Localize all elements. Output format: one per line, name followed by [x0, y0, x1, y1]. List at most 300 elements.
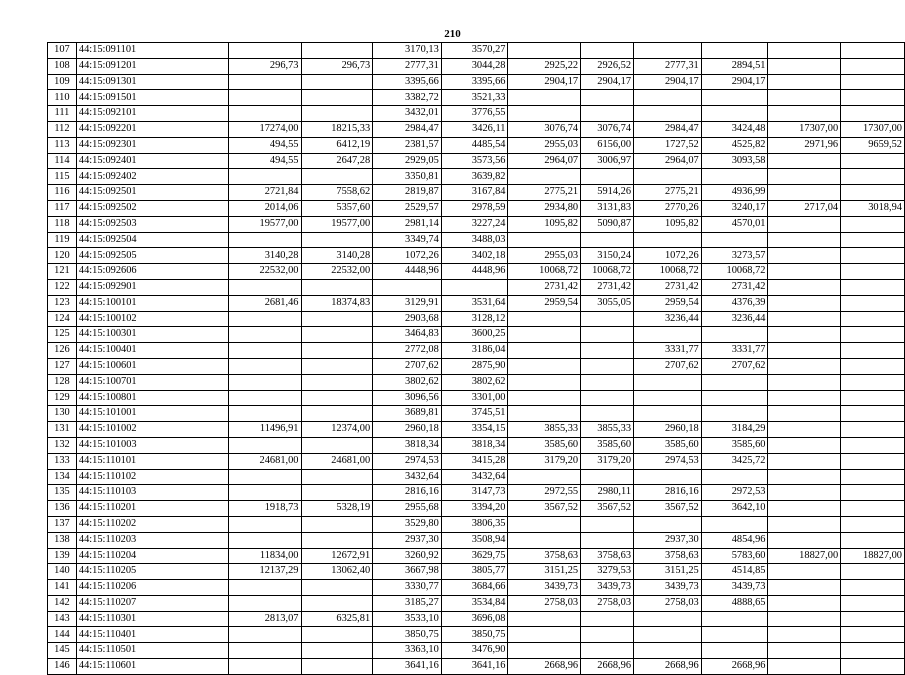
value-cell: 2777,31: [373, 58, 442, 74]
value-cell: [301, 90, 373, 106]
value-cell: [581, 43, 634, 59]
value-cell: [841, 611, 905, 627]
value-cell: [841, 516, 905, 532]
value-cell: 2925,22: [508, 58, 581, 74]
value-cell: [634, 374, 702, 390]
value-cell: [768, 374, 841, 390]
value-cell: [508, 358, 581, 374]
value-cell: 3076,74: [508, 121, 581, 137]
value-cell: 3151,25: [634, 564, 702, 580]
value-cell: [228, 343, 301, 359]
value-cell: [228, 580, 301, 596]
value-cell: 1095,82: [634, 216, 702, 232]
value-cell: [701, 406, 768, 422]
value-cell: 2904,17: [508, 74, 581, 90]
value-cell: 2955,03: [508, 248, 581, 264]
value-cell: 3382,72: [373, 90, 442, 106]
cadastral-code-cell: 44:15:110103: [76, 485, 228, 501]
cadastral-code-cell: 44:15:110204: [76, 548, 228, 564]
cadastral-code-cell: 44:15:091501: [76, 90, 228, 106]
value-cell: [768, 311, 841, 327]
value-cell: [768, 343, 841, 359]
value-cell: 4888,65: [701, 595, 768, 611]
value-cell: 3432,64: [441, 469, 508, 485]
value-cell: [228, 327, 301, 343]
value-cell: [581, 232, 634, 248]
value-cell: [508, 343, 581, 359]
value-cell: 2974,53: [634, 453, 702, 469]
value-cell: [301, 516, 373, 532]
row-number-cell: 108: [48, 58, 77, 74]
value-cell: 3850,75: [441, 627, 508, 643]
table-row: [48, 90, 905, 106]
value-cell: 3567,52: [581, 501, 634, 517]
value-cell: 3850,75: [373, 627, 442, 643]
value-cell: 3279,53: [581, 564, 634, 580]
value-cell: [301, 74, 373, 90]
value-cell: 3600,25: [441, 327, 508, 343]
value-cell: [508, 90, 581, 106]
value-cell: [581, 532, 634, 548]
value-cell: [301, 643, 373, 659]
value-cell: [768, 264, 841, 280]
value-cell: [228, 469, 301, 485]
row-number-cell: 135: [48, 485, 77, 501]
value-cell: [634, 232, 702, 248]
value-cell: 12672,91: [301, 548, 373, 564]
value-cell: 2668,96: [701, 659, 768, 675]
value-cell: 2980,11: [581, 485, 634, 501]
value-cell: 2955,68: [373, 501, 442, 517]
table-row: [48, 659, 905, 675]
value-cell: 2974,53: [373, 453, 442, 469]
value-cell: 3331,77: [701, 343, 768, 359]
value-cell: [841, 232, 905, 248]
value-cell: 3236,44: [634, 311, 702, 327]
value-cell: [508, 169, 581, 185]
value-cell: [581, 327, 634, 343]
cadastral-code-cell: 44:15:101003: [76, 437, 228, 453]
table-row: [48, 643, 905, 659]
value-cell: [301, 532, 373, 548]
cadastral-code-cell: 44:15:091201: [76, 58, 228, 74]
value-cell: [768, 595, 841, 611]
row-number-cell: 122: [48, 279, 77, 295]
value-cell: 3776,55: [441, 106, 508, 122]
row-number-cell: 140: [48, 564, 77, 580]
row-number-cell: 125: [48, 327, 77, 343]
value-cell: 17274,00: [228, 121, 301, 137]
row-number-cell: 132: [48, 437, 77, 453]
value-cell: 6156,00: [581, 137, 634, 153]
value-cell: [841, 153, 905, 169]
table-row: [48, 232, 905, 248]
value-cell: 2964,07: [508, 153, 581, 169]
value-cell: 2775,21: [508, 185, 581, 201]
value-cell: [581, 406, 634, 422]
value-cell: [634, 406, 702, 422]
value-cell: 19577,00: [228, 216, 301, 232]
value-cell: 2014,06: [228, 200, 301, 216]
value-cell: 5090,87: [581, 216, 634, 232]
value-cell: [581, 627, 634, 643]
value-cell: 11834,00: [228, 548, 301, 564]
value-cell: 3186,04: [441, 343, 508, 359]
value-cell: 3128,12: [441, 311, 508, 327]
cadastral-code-cell: 44:15:092505: [76, 248, 228, 264]
value-cell: 2926,52: [581, 58, 634, 74]
value-cell: [301, 659, 373, 675]
value-cell: [228, 390, 301, 406]
table-row: [48, 153, 905, 169]
value-cell: 3018,94: [841, 200, 905, 216]
row-number-cell: 141: [48, 580, 77, 596]
value-cell: 2937,30: [373, 532, 442, 548]
value-cell: [581, 169, 634, 185]
value-cell: [634, 469, 702, 485]
value-cell: 2875,90: [441, 358, 508, 374]
value-cell: [841, 580, 905, 596]
value-cell: 10068,72: [701, 264, 768, 280]
value-cell: 494,55: [228, 153, 301, 169]
row-number-cell: 127: [48, 358, 77, 374]
cadastral-code-cell: 44:15:110301: [76, 611, 228, 627]
value-cell: 2529,57: [373, 200, 442, 216]
value-cell: [768, 279, 841, 295]
value-cell: 2758,03: [508, 595, 581, 611]
value-cell: 3567,52: [508, 501, 581, 517]
table-row: [48, 453, 905, 469]
cadastral-code-cell: 44:15:110501: [76, 643, 228, 659]
value-cell: [634, 611, 702, 627]
value-cell: [768, 327, 841, 343]
value-cell: 3227,24: [441, 216, 508, 232]
value-cell: 2955,03: [508, 137, 581, 153]
table-row: [48, 279, 905, 295]
value-cell: [228, 279, 301, 295]
value-cell: [841, 327, 905, 343]
value-cell: [841, 295, 905, 311]
row-number-cell: 133: [48, 453, 77, 469]
value-cell: 3585,60: [634, 437, 702, 453]
value-cell: [301, 437, 373, 453]
value-cell: [841, 643, 905, 659]
value-cell: 2731,42: [508, 279, 581, 295]
value-cell: [701, 469, 768, 485]
value-cell: [768, 153, 841, 169]
value-cell: [581, 374, 634, 390]
value-cell: [701, 611, 768, 627]
value-cell: [768, 485, 841, 501]
value-cell: [841, 532, 905, 548]
value-cell: [768, 580, 841, 596]
value-cell: 3426,11: [441, 121, 508, 137]
value-cell: [841, 564, 905, 580]
cadastral-code-cell: 44:15:110206: [76, 580, 228, 596]
value-cell: [228, 169, 301, 185]
row-number-cell: 120: [48, 248, 77, 264]
value-cell: [301, 358, 373, 374]
value-cell: 2971,96: [768, 137, 841, 153]
value-cell: [508, 516, 581, 532]
value-cell: 3802,62: [373, 374, 442, 390]
table-row: [48, 627, 905, 643]
value-cell: [841, 248, 905, 264]
row-number-cell: 146: [48, 659, 77, 675]
value-cell: 3354,15: [441, 422, 508, 438]
row-number-cell: 137: [48, 516, 77, 532]
value-cell: [228, 595, 301, 611]
row-number-cell: 134: [48, 469, 77, 485]
value-cell: [841, 453, 905, 469]
value-cell: 5357,60: [301, 200, 373, 216]
value-cell: [768, 643, 841, 659]
row-number-cell: 138: [48, 532, 77, 548]
row-number-cell: 114: [48, 153, 77, 169]
value-cell: [373, 279, 442, 295]
value-cell: 3076,74: [581, 121, 634, 137]
cadastral-code-cell: 44:15:092503: [76, 216, 228, 232]
cadastral-code-cell: 44:15:101001: [76, 406, 228, 422]
value-cell: [301, 311, 373, 327]
value-cell: 3855,33: [508, 422, 581, 438]
value-cell: [841, 185, 905, 201]
value-cell: 3301,00: [441, 390, 508, 406]
value-cell: 9659,52: [841, 137, 905, 153]
value-cell: [841, 422, 905, 438]
value-cell: 3260,92: [373, 548, 442, 564]
value-cell: 3818,34: [373, 437, 442, 453]
table-row: [48, 548, 905, 564]
value-cell: 10068,72: [581, 264, 634, 280]
row-number-cell: 126: [48, 343, 77, 359]
cadastral-code-cell: 44:15:110202: [76, 516, 228, 532]
value-cell: [768, 248, 841, 264]
value-cell: 3642,10: [701, 501, 768, 517]
row-number-cell: 144: [48, 627, 77, 643]
value-cell: 3805,77: [441, 564, 508, 580]
value-cell: [301, 169, 373, 185]
value-cell: [301, 485, 373, 501]
value-cell: 10068,72: [634, 264, 702, 280]
value-cell: [508, 374, 581, 390]
value-cell: 6325,81: [301, 611, 373, 627]
row-number-cell: 139: [48, 548, 77, 564]
value-cell: 3167,84: [441, 185, 508, 201]
value-cell: 2731,42: [701, 279, 768, 295]
table-row: [48, 422, 905, 438]
value-cell: [768, 43, 841, 59]
value-cell: [581, 390, 634, 406]
value-cell: 3439,73: [634, 580, 702, 596]
row-number-cell: 113: [48, 137, 77, 153]
value-cell: 2937,30: [634, 532, 702, 548]
value-cell: 3395,66: [441, 74, 508, 90]
value-cell: [634, 327, 702, 343]
table-row: [48, 106, 905, 122]
row-number-cell: 109: [48, 74, 77, 90]
value-cell: 2647,28: [301, 153, 373, 169]
value-cell: [301, 232, 373, 248]
value-cell: [768, 627, 841, 643]
cadastral-code-cell: 44:15:092401: [76, 153, 228, 169]
value-cell: [841, 169, 905, 185]
value-cell: 5783,60: [701, 548, 768, 564]
row-number-cell: 131: [48, 422, 77, 438]
value-cell: 3147,73: [441, 485, 508, 501]
value-cell: [768, 74, 841, 90]
row-number-cell: 117: [48, 200, 77, 216]
value-cell: 2707,62: [373, 358, 442, 374]
value-cell: 3758,63: [634, 548, 702, 564]
value-cell: [228, 74, 301, 90]
value-cell: 3488,03: [441, 232, 508, 248]
cadastral-code-cell: 44:15:092402: [76, 169, 228, 185]
value-cell: [841, 437, 905, 453]
value-cell: 3802,62: [441, 374, 508, 390]
table-row: [48, 169, 905, 185]
value-cell: 3424,48: [701, 121, 768, 137]
value-cell: [701, 643, 768, 659]
value-cell: 3533,10: [373, 611, 442, 627]
value-cell: [581, 358, 634, 374]
row-number-cell: 136: [48, 501, 77, 517]
cadastral-code-cell: 44:15:100301: [76, 327, 228, 343]
value-cell: 2772,08: [373, 343, 442, 359]
value-cell: 3006,97: [581, 153, 634, 169]
table-row: [48, 390, 905, 406]
value-cell: [581, 343, 634, 359]
value-cell: 494,55: [228, 137, 301, 153]
value-cell: [841, 595, 905, 611]
value-cell: [301, 406, 373, 422]
value-cell: 2959,54: [508, 295, 581, 311]
value-cell: 2668,96: [634, 659, 702, 675]
value-cell: 3567,52: [634, 501, 702, 517]
value-cell: 18827,00: [768, 548, 841, 564]
table-row: [48, 185, 905, 201]
table-row: [48, 248, 905, 264]
value-cell: 3131,83: [581, 200, 634, 216]
table-row: [48, 343, 905, 359]
value-cell: [701, 106, 768, 122]
cadastral-code-cell: 44:15:100701: [76, 374, 228, 390]
value-cell: 3432,01: [373, 106, 442, 122]
value-cell: 4514,85: [701, 564, 768, 580]
value-cell: 24681,00: [301, 453, 373, 469]
cadastral-code-cell: 44:15:100101: [76, 295, 228, 311]
value-cell: 3363,10: [373, 643, 442, 659]
value-cell: 3508,94: [441, 532, 508, 548]
value-cell: [841, 659, 905, 675]
value-cell: [701, 232, 768, 248]
value-cell: [581, 311, 634, 327]
value-cell: 19577,00: [301, 216, 373, 232]
table-row: [48, 595, 905, 611]
value-cell: [634, 643, 702, 659]
value-cell: [634, 516, 702, 532]
value-cell: [701, 374, 768, 390]
value-cell: 2959,54: [634, 295, 702, 311]
value-cell: [581, 643, 634, 659]
value-cell: [508, 327, 581, 343]
value-cell: 2964,07: [634, 153, 702, 169]
value-cell: 3432,64: [373, 469, 442, 485]
value-cell: [701, 327, 768, 343]
row-number-cell: 115: [48, 169, 77, 185]
value-cell: [634, 43, 702, 59]
row-number-cell: 145: [48, 643, 77, 659]
cadastral-code-cell: 44:15:092504: [76, 232, 228, 248]
table-row: [48, 374, 905, 390]
value-cell: [701, 516, 768, 532]
value-cell: [841, 43, 905, 59]
table-row: [48, 43, 905, 59]
table-row: [48, 137, 905, 153]
value-cell: [841, 627, 905, 643]
value-cell: 3641,16: [441, 659, 508, 675]
cadastral-code-cell: 44:15:110601: [76, 659, 228, 675]
value-cell: 2816,16: [373, 485, 442, 501]
value-cell: [841, 106, 905, 122]
table-row: [48, 295, 905, 311]
value-cell: 4525,82: [701, 137, 768, 153]
value-cell: [508, 232, 581, 248]
value-cell: 12374,00: [301, 422, 373, 438]
value-cell: [768, 453, 841, 469]
value-cell: 3140,28: [301, 248, 373, 264]
table-row: [48, 58, 905, 74]
table-row: [48, 516, 905, 532]
cadastral-code-cell: 44:15:110207: [76, 595, 228, 611]
value-cell: 2819,87: [373, 185, 442, 201]
value-cell: 2758,03: [581, 595, 634, 611]
value-cell: [841, 311, 905, 327]
table-row: [48, 216, 905, 232]
value-cell: [508, 611, 581, 627]
value-cell: 2960,18: [634, 422, 702, 438]
value-cell: [508, 406, 581, 422]
value-cell: 1918,73: [228, 501, 301, 517]
value-cell: 3402,18: [441, 248, 508, 264]
value-cell: 3529,80: [373, 516, 442, 532]
value-cell: [841, 390, 905, 406]
table-body: [48, 43, 905, 675]
value-cell: [768, 295, 841, 311]
value-cell: 3641,16: [373, 659, 442, 675]
value-cell: 2777,31: [634, 58, 702, 74]
value-cell: 3096,56: [373, 390, 442, 406]
value-cell: 3093,58: [701, 153, 768, 169]
row-number-cell: 130: [48, 406, 77, 422]
value-cell: 2731,42: [581, 279, 634, 295]
row-number-cell: 112: [48, 121, 77, 137]
value-cell: 2984,47: [373, 121, 442, 137]
cadastral-code-cell: 44:15:092201: [76, 121, 228, 137]
value-cell: 3818,34: [441, 437, 508, 453]
value-cell: 3476,90: [441, 643, 508, 659]
value-cell: 2981,14: [373, 216, 442, 232]
value-cell: [768, 216, 841, 232]
value-cell: 2775,21: [634, 185, 702, 201]
value-cell: [301, 627, 373, 643]
value-cell: 3236,44: [701, 311, 768, 327]
value-cell: [841, 485, 905, 501]
value-cell: 2668,96: [508, 659, 581, 675]
table-row: [48, 264, 905, 280]
value-cell: [508, 43, 581, 59]
value-cell: [768, 185, 841, 201]
